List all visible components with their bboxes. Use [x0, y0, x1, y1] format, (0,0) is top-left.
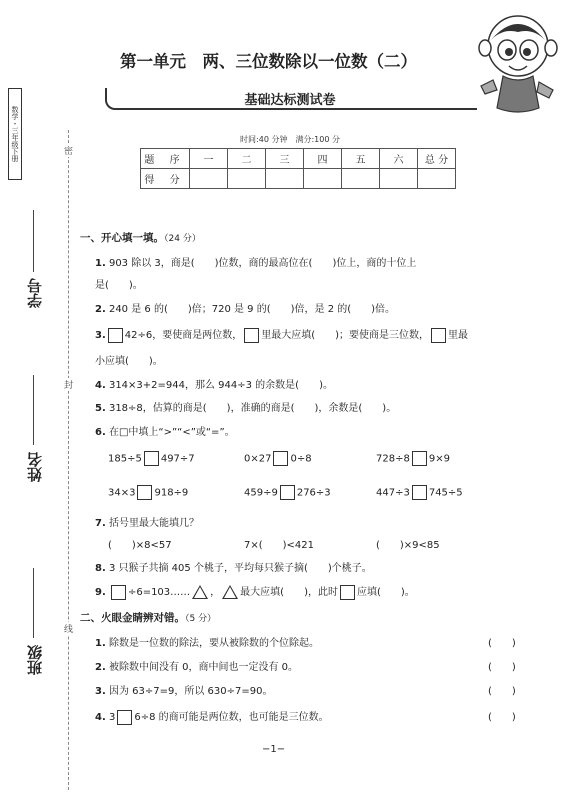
- score-input-cell[interactable]: [304, 169, 342, 189]
- triangle-icon[interactable]: [192, 585, 208, 599]
- answer-paren[interactable]: ( ): [488, 712, 516, 723]
- question-number: 9.: [95, 587, 106, 598]
- score-input-cell[interactable]: [266, 169, 304, 189]
- score-table-score-row: [141, 169, 456, 189]
- inequality-item: ( )×9<85: [376, 540, 440, 551]
- page-subtitle: 基础达标测试卷: [244, 93, 336, 108]
- question-text: 里最: [448, 330, 469, 341]
- score-input-cell[interactable]: [190, 169, 228, 189]
- answer-box[interactable]: [431, 328, 446, 343]
- score-input-cell[interactable]: [418, 169, 456, 189]
- question-4: [95, 376, 333, 391]
- section2-heading: [80, 610, 216, 625]
- question-3-cont: 小应填( )。: [95, 356, 163, 367]
- compare-item: [244, 485, 331, 500]
- question-number: 3.: [95, 330, 106, 341]
- section2-points: （5 分）: [185, 614, 217, 624]
- question-2: [95, 300, 395, 315]
- question-number: 2.: [95, 662, 106, 673]
- question-number: 8.: [95, 563, 106, 574]
- score-cell: 题 序: [141, 149, 190, 169]
- xuehao-line: [33, 210, 34, 272]
- compare-right: 0÷8: [290, 453, 312, 465]
- compare-box[interactable]: [412, 485, 427, 500]
- judge-question-4: [95, 708, 329, 725]
- question-8: [95, 559, 372, 574]
- exam-meta: 时间:40 分钟 满分:100 分: [240, 135, 340, 144]
- question-text: 除数是一位数的除法，要从被除数的个位除起。: [108, 638, 319, 649]
- question-number: 4.: [95, 380, 106, 391]
- label-xingming: 姓名: [26, 452, 44, 482]
- question-number: 3.: [95, 686, 106, 697]
- question-text: 314×3+2=944，那么 944÷3 的余数是( )。: [108, 380, 333, 391]
- compare-right: 745÷5: [428, 487, 463, 499]
- compare-left: 34×3: [108, 487, 136, 499]
- compare-left: 0×27: [244, 453, 272, 465]
- answer-box[interactable]: [108, 328, 123, 343]
- compare-box[interactable]: [137, 485, 152, 500]
- seal-line: [68, 130, 69, 790]
- grade-badge: 数学・三年级下册: [8, 88, 22, 180]
- score-table: [140, 148, 456, 189]
- question-number: 1.: [95, 638, 106, 649]
- question-text: 括号里最大能填几？: [108, 518, 199, 529]
- score-table-header-row: [141, 149, 456, 169]
- score-cell: 得 分: [141, 169, 190, 189]
- answer-box[interactable]: [244, 328, 259, 343]
- question-text: 3: [108, 712, 116, 723]
- question-text: 最大应填( )，此时: [240, 587, 338, 598]
- score-cell: 一: [190, 149, 228, 169]
- compare-box[interactable]: [412, 451, 427, 466]
- question-7: [95, 514, 199, 529]
- answer-box[interactable]: [117, 710, 132, 725]
- inequality-item: ( )×8<57: [108, 540, 172, 551]
- question-number: 5.: [95, 403, 106, 414]
- section2-title: 二、火眼金睛辨对错。: [80, 612, 185, 624]
- question-text: 6÷8 的商可能是两位数，也可能是三位数。: [134, 712, 329, 723]
- score-cell: 二: [228, 149, 266, 169]
- question-text: 在□中填上“>”“<”或“=”。: [108, 427, 235, 438]
- question-text: 3 只猴子共摘 405 个桃子，平均每只猴子摘( )个桃子。: [108, 563, 372, 574]
- inequality-item: 7×( )<421: [244, 540, 315, 551]
- question-text: 240 是 6 的( )倍；720 是 9 的( )倍，是 2 的( )倍。: [108, 304, 396, 315]
- judge-question-1: [95, 634, 319, 649]
- score-cell: 总 分: [418, 149, 456, 169]
- question-text: 因为 63÷7=9，所以 630÷7=90。: [108, 686, 273, 697]
- question-9: [95, 583, 415, 600]
- xingming-line: [33, 375, 34, 445]
- question-6: [95, 423, 235, 438]
- score-cell: 五: [342, 149, 380, 169]
- section1-title: 一、开心填一填。: [80, 232, 164, 244]
- question-1: [95, 254, 416, 269]
- compare-box[interactable]: [144, 451, 159, 466]
- question-3: [95, 326, 468, 343]
- question-text: ，: [210, 587, 221, 598]
- compare-item: [108, 451, 195, 466]
- question-text: ÷6=103……: [127, 587, 191, 598]
- score-cell: 六: [380, 149, 418, 169]
- question-1-cont: 是( )。: [95, 280, 143, 291]
- compare-item: [108, 485, 188, 500]
- compare-box[interactable]: [280, 485, 295, 500]
- compare-box[interactable]: [273, 451, 288, 466]
- judge-question-3: [95, 682, 272, 697]
- compare-left: 447÷3: [376, 487, 410, 499]
- compare-left: 728÷8: [376, 453, 410, 465]
- page-title: 第一单元 两、三位数除以一位数（二）: [120, 52, 417, 71]
- compare-left: 459÷9: [244, 487, 278, 499]
- label-xuehao: 学号: [26, 278, 44, 308]
- question-text: 42÷6，要使商是两位数，: [124, 330, 243, 341]
- question-number: 7.: [95, 518, 106, 529]
- label-banji: 班级: [26, 645, 44, 675]
- answer-box[interactable]: [111, 585, 126, 600]
- question-number: 1.: [95, 258, 106, 269]
- score-input-cell[interactable]: [380, 169, 418, 189]
- question-number: 4.: [95, 712, 106, 723]
- monkey-mascot-icon: [473, 10, 563, 118]
- seal-mark-xian: 线: [64, 622, 73, 635]
- page-number: −1−: [262, 744, 286, 755]
- question-number: 6.: [95, 427, 106, 438]
- section1-points: （24 分）: [164, 234, 201, 244]
- compare-right: 9×9: [428, 453, 450, 465]
- question-text: 903 除以 3，商是( )位数，商的最高位在( )位上，商的十位上: [108, 258, 417, 269]
- seal-mark-mi: 密: [64, 144, 73, 157]
- compare-right: 497÷7: [160, 453, 195, 465]
- score-cell: 四: [304, 149, 342, 169]
- judge-question-2: [95, 658, 298, 673]
- banji-line: [33, 568, 34, 638]
- question-number: 2.: [95, 304, 106, 315]
- compare-item: [376, 485, 463, 500]
- question-text: 318÷8，估算的商是( )，准确的商是( )，余数是( )。: [108, 403, 397, 414]
- question-text: 被除数中间没有 0，商中间也一定没有 0。: [108, 662, 299, 673]
- answer-paren[interactable]: ( ): [488, 662, 516, 673]
- answer-box[interactable]: [340, 585, 355, 600]
- compare-right: 918÷9: [154, 487, 189, 499]
- question-text: 应填( )。: [356, 587, 415, 598]
- seal-mark-feng: 封: [64, 378, 73, 391]
- compare-item: [376, 451, 450, 466]
- triangle-icon: [222, 585, 238, 599]
- answer-paren[interactable]: ( ): [488, 638, 516, 649]
- answer-paren[interactable]: ( ): [488, 686, 516, 697]
- compare-item: [244, 451, 312, 466]
- compare-left: 185÷5: [108, 453, 142, 465]
- score-cell: 三: [266, 149, 304, 169]
- question-text: 里最大应填( )；要使商是三位数，: [261, 330, 430, 341]
- score-input-cell[interactable]: [228, 169, 266, 189]
- question-5: [95, 399, 396, 414]
- compare-right: 276÷3: [296, 487, 331, 499]
- score-input-cell[interactable]: [342, 169, 380, 189]
- section1-heading: [80, 230, 201, 245]
